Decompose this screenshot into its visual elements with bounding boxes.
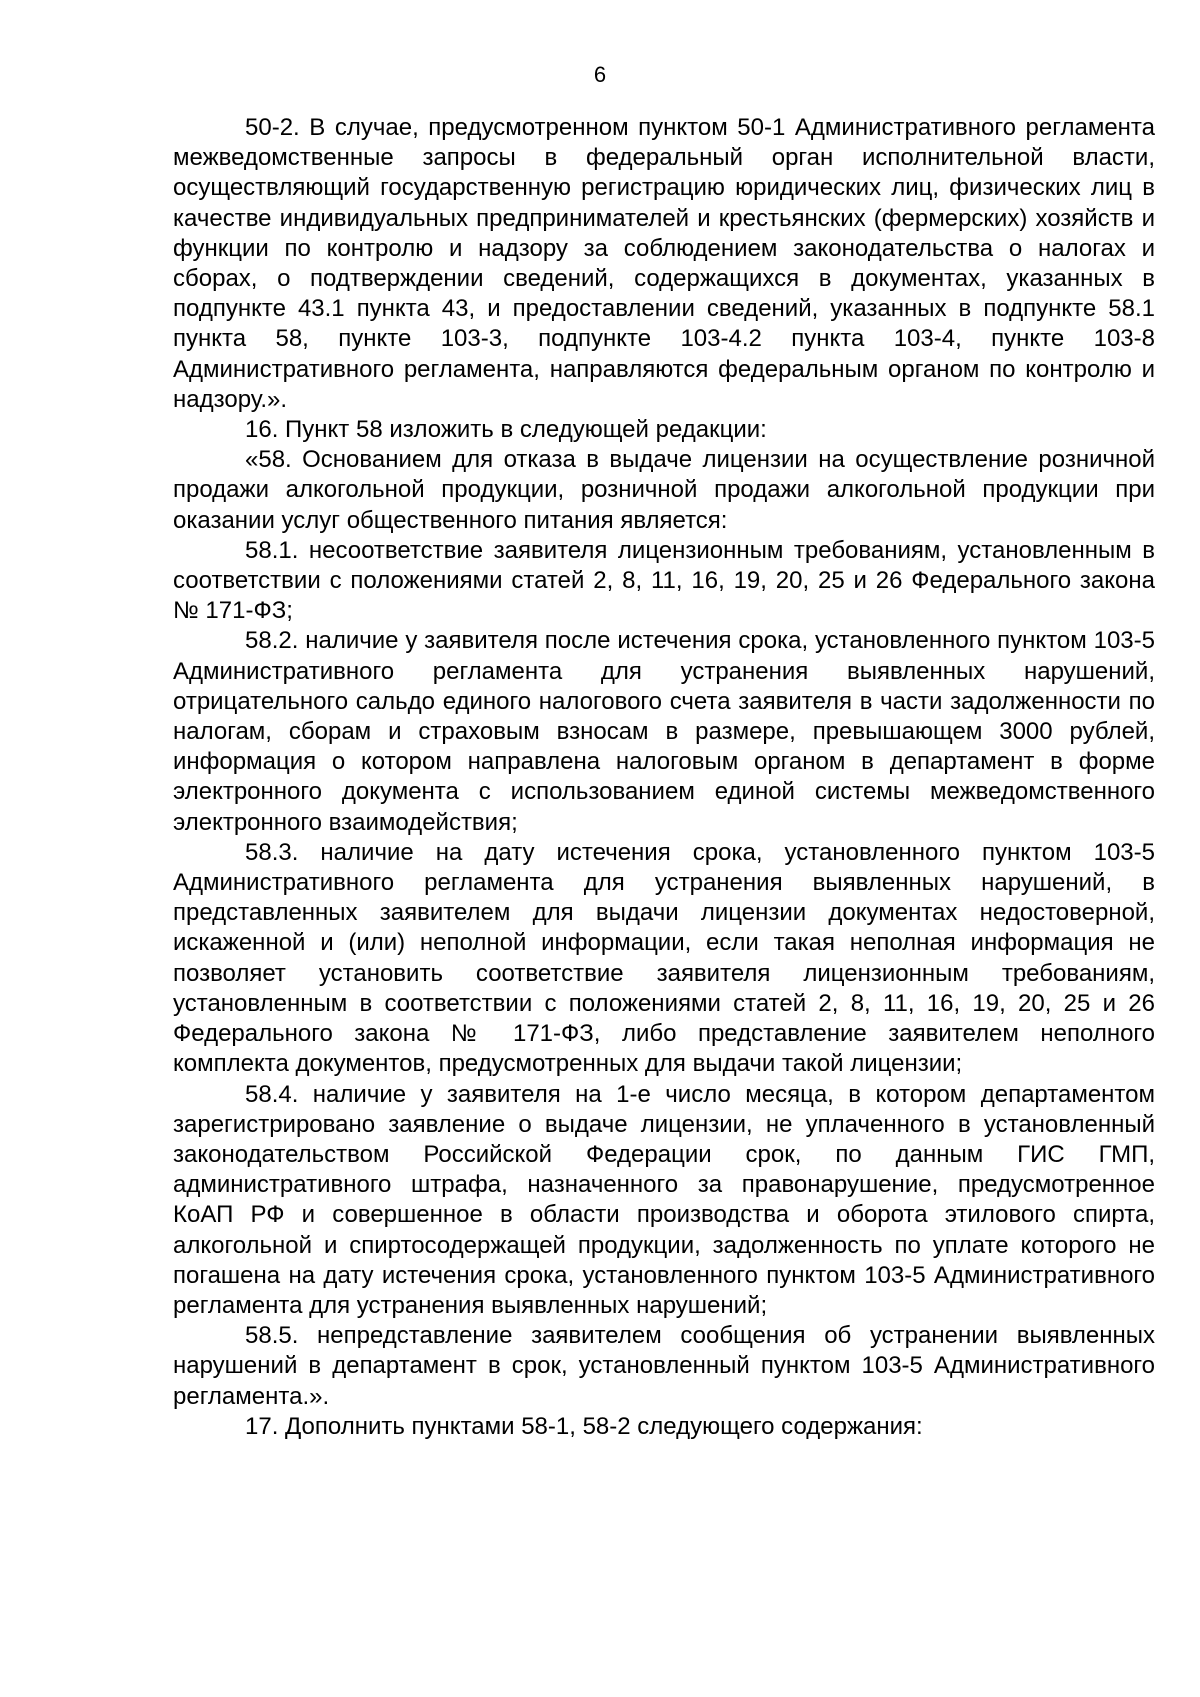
paragraph-item-16: 16. Пункт 58 изложить в следующей редакции:: [245, 416, 767, 444]
paragraph-58: «58. Основанием для отказа в выдаче лицензии на осуществление розничной продажи алкогольной продукции, розничной продажи алкогольной продукции при оказании услуг общественного питания является:: [173, 446, 1155, 534]
paragraph-58-1: 58.1. несоответствие заявителя лицензионным требованиям, установленным в соответствии с положениями статей 2, 8, 11, 16, 19, 20, 25 и 26 Федерального закона № 171-ФЗ;: [173, 536, 1155, 625]
document-body: [173, 113, 1155, 1442]
paragraph-58-5: 58.5. непредставление заявителем сообщения об устранении выявленных нарушений в департамент в срок, установленный пунктом 103-5 Административного регламента.».: [173, 1322, 1155, 1410]
paragraph-58-4: 58.4. наличие у заявителя на 1-е число месяца, в котором департаментом зарегистрировано заявление о выдаче лицензии, не уплаченного в установленный законодательством Российской Федерации срок, по данным ГИС ГМП, административного штрафа, назначенного за правонарушение, предусмотренное КоАП РФ и совершенное в области производства и оборота этилового спирта, алкогольной и спиртосодержащей продукции, задолженность по уплате которого не погашена на дату истечения срока, установленного пунктом 103-5 Административного регламента для устранения выявленных нарушений;: [173, 1080, 1155, 1319]
page-number: 6: [593, 62, 607, 87]
paragraph-58-2: 58.2. наличие у заявителя после истечения срока, установленного пунктом 103-5 Административного регламента для устранения выявленных нарушений, отрицательного сальдо единого налогового счета заявителя в части задолженности по налогам, сборам и страховым взносам в размере, превышающем 3000 рублей, информация о котором направлена налоговым органом в департамент в форме электронного документа с использованием единой системы межведомственного электронного взаимодействия;: [173, 627, 1155, 836]
paragraph-58-3: 58.3. наличие на дату истечения срока, установленного пунктом 103-5 Административного регламента для устранения выявленных нарушений, в представленных заявителем для выдачи лицензии документах недостоверной, искаженной и (или) неполной информации, если такая неполная информация не позволяет установить соответствие заявителя лицензионным требованиям, установленным в соответствии с положениями статей 2, 8, 11, 16, 19, 20, 25 и 26 Федерального закона № 171-ФЗ, либо представление заявителем неполного комплекта документов, предусмотренных для выдачи такой лицензии;: [173, 838, 1155, 1078]
paragraph-item-17: 17. Дополнить пунктами 58-1, 58-2 следующего содержания:: [245, 1412, 923, 1440]
paragraph-50-2: 50-2. В случае, предусмотренном пунктом 50-1 Административного регламента межведомственные запросы в федеральный орган исполнительной власти, осуществляющий государственную регистрацию юридических лиц, физических лиц в качестве индивидуальных предпринимателей и крестьянских (фермерских) хозяйств и функции по контролю и надзору за соблюдением законодательства о налогах и сборах, о подтверждении сведений, содержащихся в документах, указанных в подпункте 43.1 пункта 43, и предоставлении сведений, указанных в подпункте 58.1 пункта 58, пункте 103-3, подпункте 103-4.2 пункта 103-4, пункте 103-8 Административного регламента, направляются федеральным органом по контролю и надзору.».: [173, 114, 1155, 413]
